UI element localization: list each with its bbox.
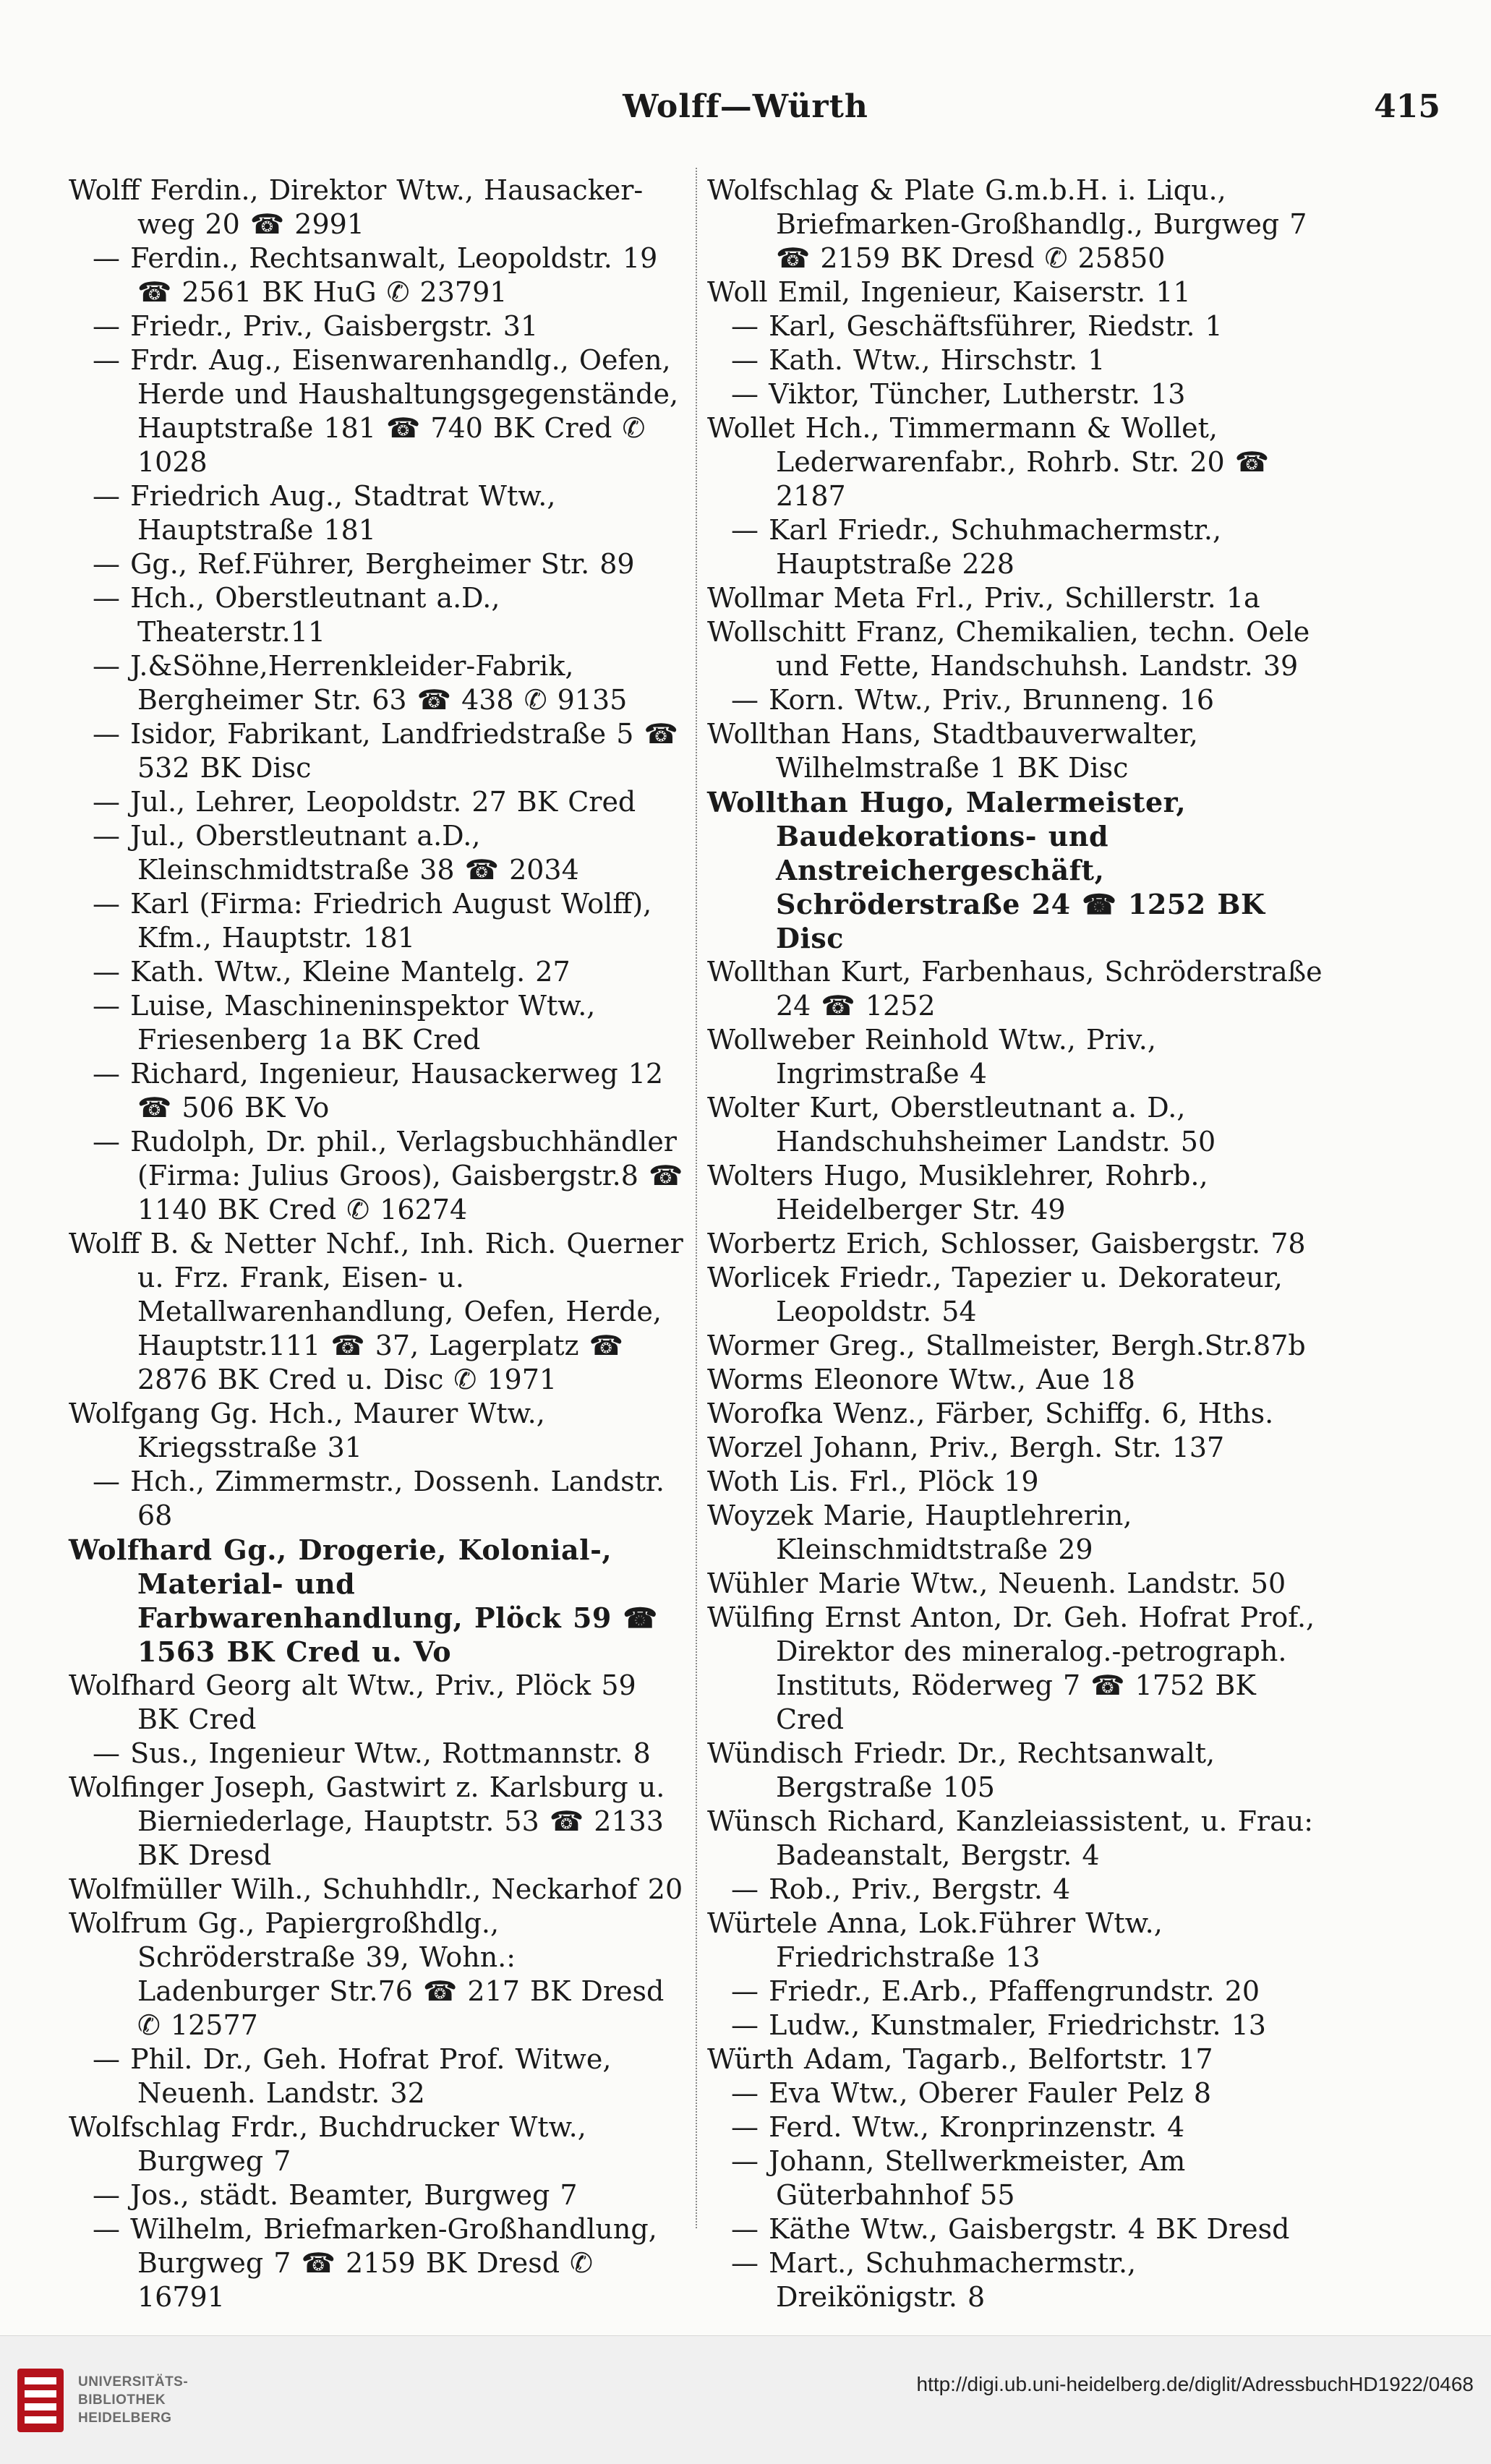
source-url-link[interactable]: http://digi.ub.uni-heidelberg.de/diglit/AdressbuchHD1922/0468: [916, 2373, 1474, 2395]
directory-entry: — Jul., Lehrer, Leopoldstr. 27 BK Cred: [93, 786, 636, 818]
directory-entry: Wühler Marie Wtw., Neuenh. Landstr. 50: [707, 1567, 1286, 1599]
directory-entry: Wolfschlag & Plate G.m.b.H. i. Liqu., Briefmarken-Großhandlg., Burgweg 7 ☎ 2159 BK Dresd ✆ 25850: [707, 174, 1307, 274]
directory-entry: — Johann, Stellwerkmeister, Am Güterbahnhof 55: [731, 2145, 1186, 2211]
directory-entry: Worzel Johann, Priv., Bergh. Str. 137: [707, 1432, 1225, 1463]
directory-entry: Würtele Anna, Lok.Führer Wtw., Friedrichstraße 13: [707, 1907, 1163, 1973]
directory-entry: — Phil. Dr., Geh. Hofrat Prof. Witwe, Neuenh. Landstr. 32: [93, 2043, 612, 2109]
directory-entry: — Jul., Oberstleutnant a.D., Kleinschmidtstraße 38 ☎ 2034: [93, 820, 579, 886]
directory-entry: — Wilhelm, Briefmarken-Großhandlung, Burgweg 7 ☎ 2159 BK Dresd ✆ 16791: [93, 2213, 657, 2313]
directory-entry: — Eva Wtw., Oberer Fauler Pelz 8: [731, 2077, 1212, 2109]
logo-line: UNIVERSITÄTS-: [78, 2374, 189, 2390]
directory-entry: — Richard, Ingenieur, Hausackerweg 12 ☎ 506 BK Vo: [93, 1058, 664, 1124]
directory-entry: — Ludw., Kunstmaler, Friedrichstr. 13: [731, 2009, 1266, 2041]
directory-entry: — Hch., Oberstleutnant a.D., Theaterstr.11: [93, 582, 500, 648]
directory-entry: Wolfschlag Frdr., Buchdrucker Wtw., Burgweg 7: [69, 2111, 586, 2177]
directory-entry: — Viktor, Tüncher, Lutherstr. 13: [731, 378, 1186, 410]
directory-entry: Wolters Hugo, Musiklehrer, Rohrb., Heidelberger Str. 49: [707, 1160, 1208, 1225]
directory-entry: Wollthan Hans, Stadtbauverwalter, Wilhelmstraße 1 BK Disc: [707, 718, 1198, 784]
directory-entry: Wolfhard Georg alt Wtw., Priv., Plöck 59 BK Cred: [69, 1669, 636, 1735]
directory-entry: Wolff Ferdin., Direktor Wtw., Hausacker-weg 20 ☎ 2991: [69, 174, 644, 240]
directory-entry: Wolter Kurt, Oberstleutnant a. D., Handschuhsheimer Landstr. 50: [707, 1092, 1216, 1158]
directory-entry: Wolfmüller Wilh., Schuhhdlr., Neckarhof 20: [69, 1873, 683, 1905]
directory-entry: Wollthan Hugo, Malermeister, Baudekorations- und Anstreichergeschäft, Schröderstraße 24 ☎ 1252 BK Disc: [707, 786, 1265, 954]
directory-entry: — Ferdin., Rechtsanwalt, Leopoldstr. 19 ☎ 2561 BK HuG ✆ 23791: [93, 242, 658, 308]
page-number: 415: [1374, 88, 1440, 125]
directory-entry: — Karl, Geschäftsführer, Riedstr. 1: [731, 310, 1223, 342]
directory-entry: — Jos., städt. Beamter, Burgweg 7: [93, 2179, 578, 2211]
directory-entry: Woth Lis. Frl., Plöck 19: [707, 1466, 1039, 1497]
directory-entry: Wolfhard Gg., Drogerie, Kolonial-, Material- und Farbwarenhandlung, Plöck 59 ☎ 1563 BK Cred u. Vo: [69, 1533, 658, 1668]
directory-entry: Wollthan Kurt, Farbenhaus, Schröderstraße 24 ☎ 1252: [707, 956, 1323, 1022]
directory-entry: — Käthe Wtw., Gaisbergstr. 4 BK Dresd: [731, 2213, 1290, 2245]
directory-entry: Wolff B. & Netter Nchf., Inh. Rich. Querner u. Frz. Frank, Eisen- u. Metallwarenhandlung, Oefen, Herde, Hauptstr.111 ☎ 37, Lagerplatz ☎ 2876 BK Cred u. Disc ✆ 1971: [69, 1228, 683, 1395]
university-seal-icon: [13, 2364, 68, 2437]
directory-entry: Worofka Wenz., Färber, Schiffg. 6, Hths.: [707, 1398, 1274, 1429]
directory-entry: — Isidor, Fabrikant, Landfriedstraße 5 ☎ 532 BK Disc: [93, 718, 678, 784]
directory-entry: — Sus., Ingenieur Wtw., Rottmannstr. 8: [93, 1737, 651, 1769]
directory-entry: — Kath. Wtw., Kleine Mantelg. 27: [93, 956, 571, 988]
directory-entry: — Friedrich Aug., Stadtrat Wtw., Hauptstraße 181: [93, 480, 556, 546]
directory-entry: — Korn. Wtw., Priv., Brunneng. 16: [731, 684, 1215, 716]
directory-entry: Woyzek Marie, Hauptlehrerin, Kleinschmidtstraße 29: [707, 1500, 1132, 1565]
directory-entry: — Kath. Wtw., Hirschstr. 1: [731, 344, 1106, 376]
directory-entry: Wündisch Friedr. Dr., Rechtsanwalt, Bergstraße 105: [707, 1737, 1216, 1803]
directory-entry: Wolfgang Gg. Hch., Maurer Wtw., Kriegsstraße 31: [69, 1398, 545, 1463]
directory-entry: Würth Adam, Tagarb., Belfortstr. 17: [707, 2043, 1213, 2075]
right-column: [707, 174, 1325, 2314]
footer-bar: [0, 2335, 1491, 2464]
directory-entry: — Friedr., Priv., Gaisbergstr. 31: [93, 310, 539, 342]
directory-entry: — Gg., Ref.Führer, Bergheimer Str. 89: [93, 548, 635, 580]
directory-entry: — Karl Friedr., Schuhmachermstr., Hauptstraße 228: [731, 514, 1222, 580]
directory-entry: Wollet Hch., Timmermann & Wollet, Lederwarenfabr., Rohrb. Str. 20 ☎ 2187: [707, 412, 1270, 512]
directory-entry: Worlicek Friedr., Tapezier u. Dekorateur, Leopoldstr. 54: [707, 1262, 1283, 1327]
directory-entry: Wünsch Richard, Kanzleiassistent, u. Frau: Badeanstalt, Bergstr. 4: [707, 1805, 1314, 1871]
directory-entry: Worms Eleonore Wtw., Aue 18: [707, 1364, 1135, 1395]
directory-entry: Wollmar Meta Frl., Priv., Schillerstr. 1a: [707, 582, 1260, 614]
directory-entry: — Luise, Maschineninspektor Wtw., Friesenberg 1a BK Cred: [93, 990, 596, 1056]
directory-entry: — Rob., Priv., Bergstr. 4: [731, 1873, 1071, 1905]
page-header-title: Wolff—Würth: [623, 88, 868, 125]
directory-entry: Wolfinger Joseph, Gastwirt z. Karlsburg u. Bierniederlage, Hauptstr. 53 ☎ 2133 BK Dresd: [69, 1771, 665, 1871]
directory-entry: — Hch., Zimmermstr., Dossenh. Landstr. 68: [93, 1466, 665, 1531]
directory-entry: — Ferd. Wtw., Kronprinzenstr. 4: [731, 2111, 1185, 2143]
directory-entry: — Mart., Schuhmachermstr., Dreikönigstr. 8: [731, 2247, 1137, 2313]
library-logo-text[interactable]: [78, 2373, 188, 2427]
directory-entry: Wülfing Ernst Anton, Dr. Geh. Hofrat Prof., Direktor des mineralog.-petrograph. Instituts, Röderweg 7 ☎ 1752 BK Cred: [707, 1601, 1315, 1735]
logo-line: BIBLIOTHEK: [78, 2392, 166, 2408]
directory-entry: Worbertz Erich, Schlosser, Gaisbergstr. 78: [707, 1228, 1306, 1259]
directory-entry: Wormer Greg., Stallmeister, Bergh.Str.87b: [707, 1330, 1306, 1361]
left-column: [69, 174, 687, 2314]
directory-entry: — Frdr. Aug., Eisenwarenhandlg., Oefen, Herde und Haushaltungsgegenstände, Hauptstraße 181 ☎ 740 BK Cred ✆ 1028: [93, 344, 679, 478]
directory-entry: — Friedr., E.Arb., Pfaffengrundstr. 20: [731, 1975, 1260, 2007]
logo-line: HEIDELBERG: [78, 2410, 172, 2426]
directory-entry: — J.&Söhne,Herrenkleider-Fabrik, Bergheimer Str. 63 ☎ 438 ✆ 9135: [93, 650, 628, 716]
column-divider: [696, 168, 697, 2228]
directory-entry: — Rudolph, Dr. phil., Verlagsbuchhändler (Firma: Julius Groos), Gaisbergstr.8 ☎ 1140 BK Cred ✆ 16274: [93, 1126, 683, 1225]
directory-entry: — Karl (Firma: Friedrich August Wolff), Kfm., Hauptstr. 181: [93, 888, 652, 954]
directory-entry: Wolfrum Gg., Papiergroßhdlg., Schröderstraße 39, Wohn.: Ladenburger Str.76 ☎ 217 BK Dresd ✆ 12577: [69, 1907, 665, 2041]
directory-entry: Wollschitt Franz, Chemikalien, techn. Oele und Fette, Handschuhsh. Landstr. 39: [707, 616, 1310, 682]
directory-entry: Woll Emil, Ingenieur, Kaiserstr. 11: [707, 276, 1191, 308]
directory-entry: Wollweber Reinhold Wtw., Priv., Ingrimstraße 4: [707, 1024, 1156, 1090]
